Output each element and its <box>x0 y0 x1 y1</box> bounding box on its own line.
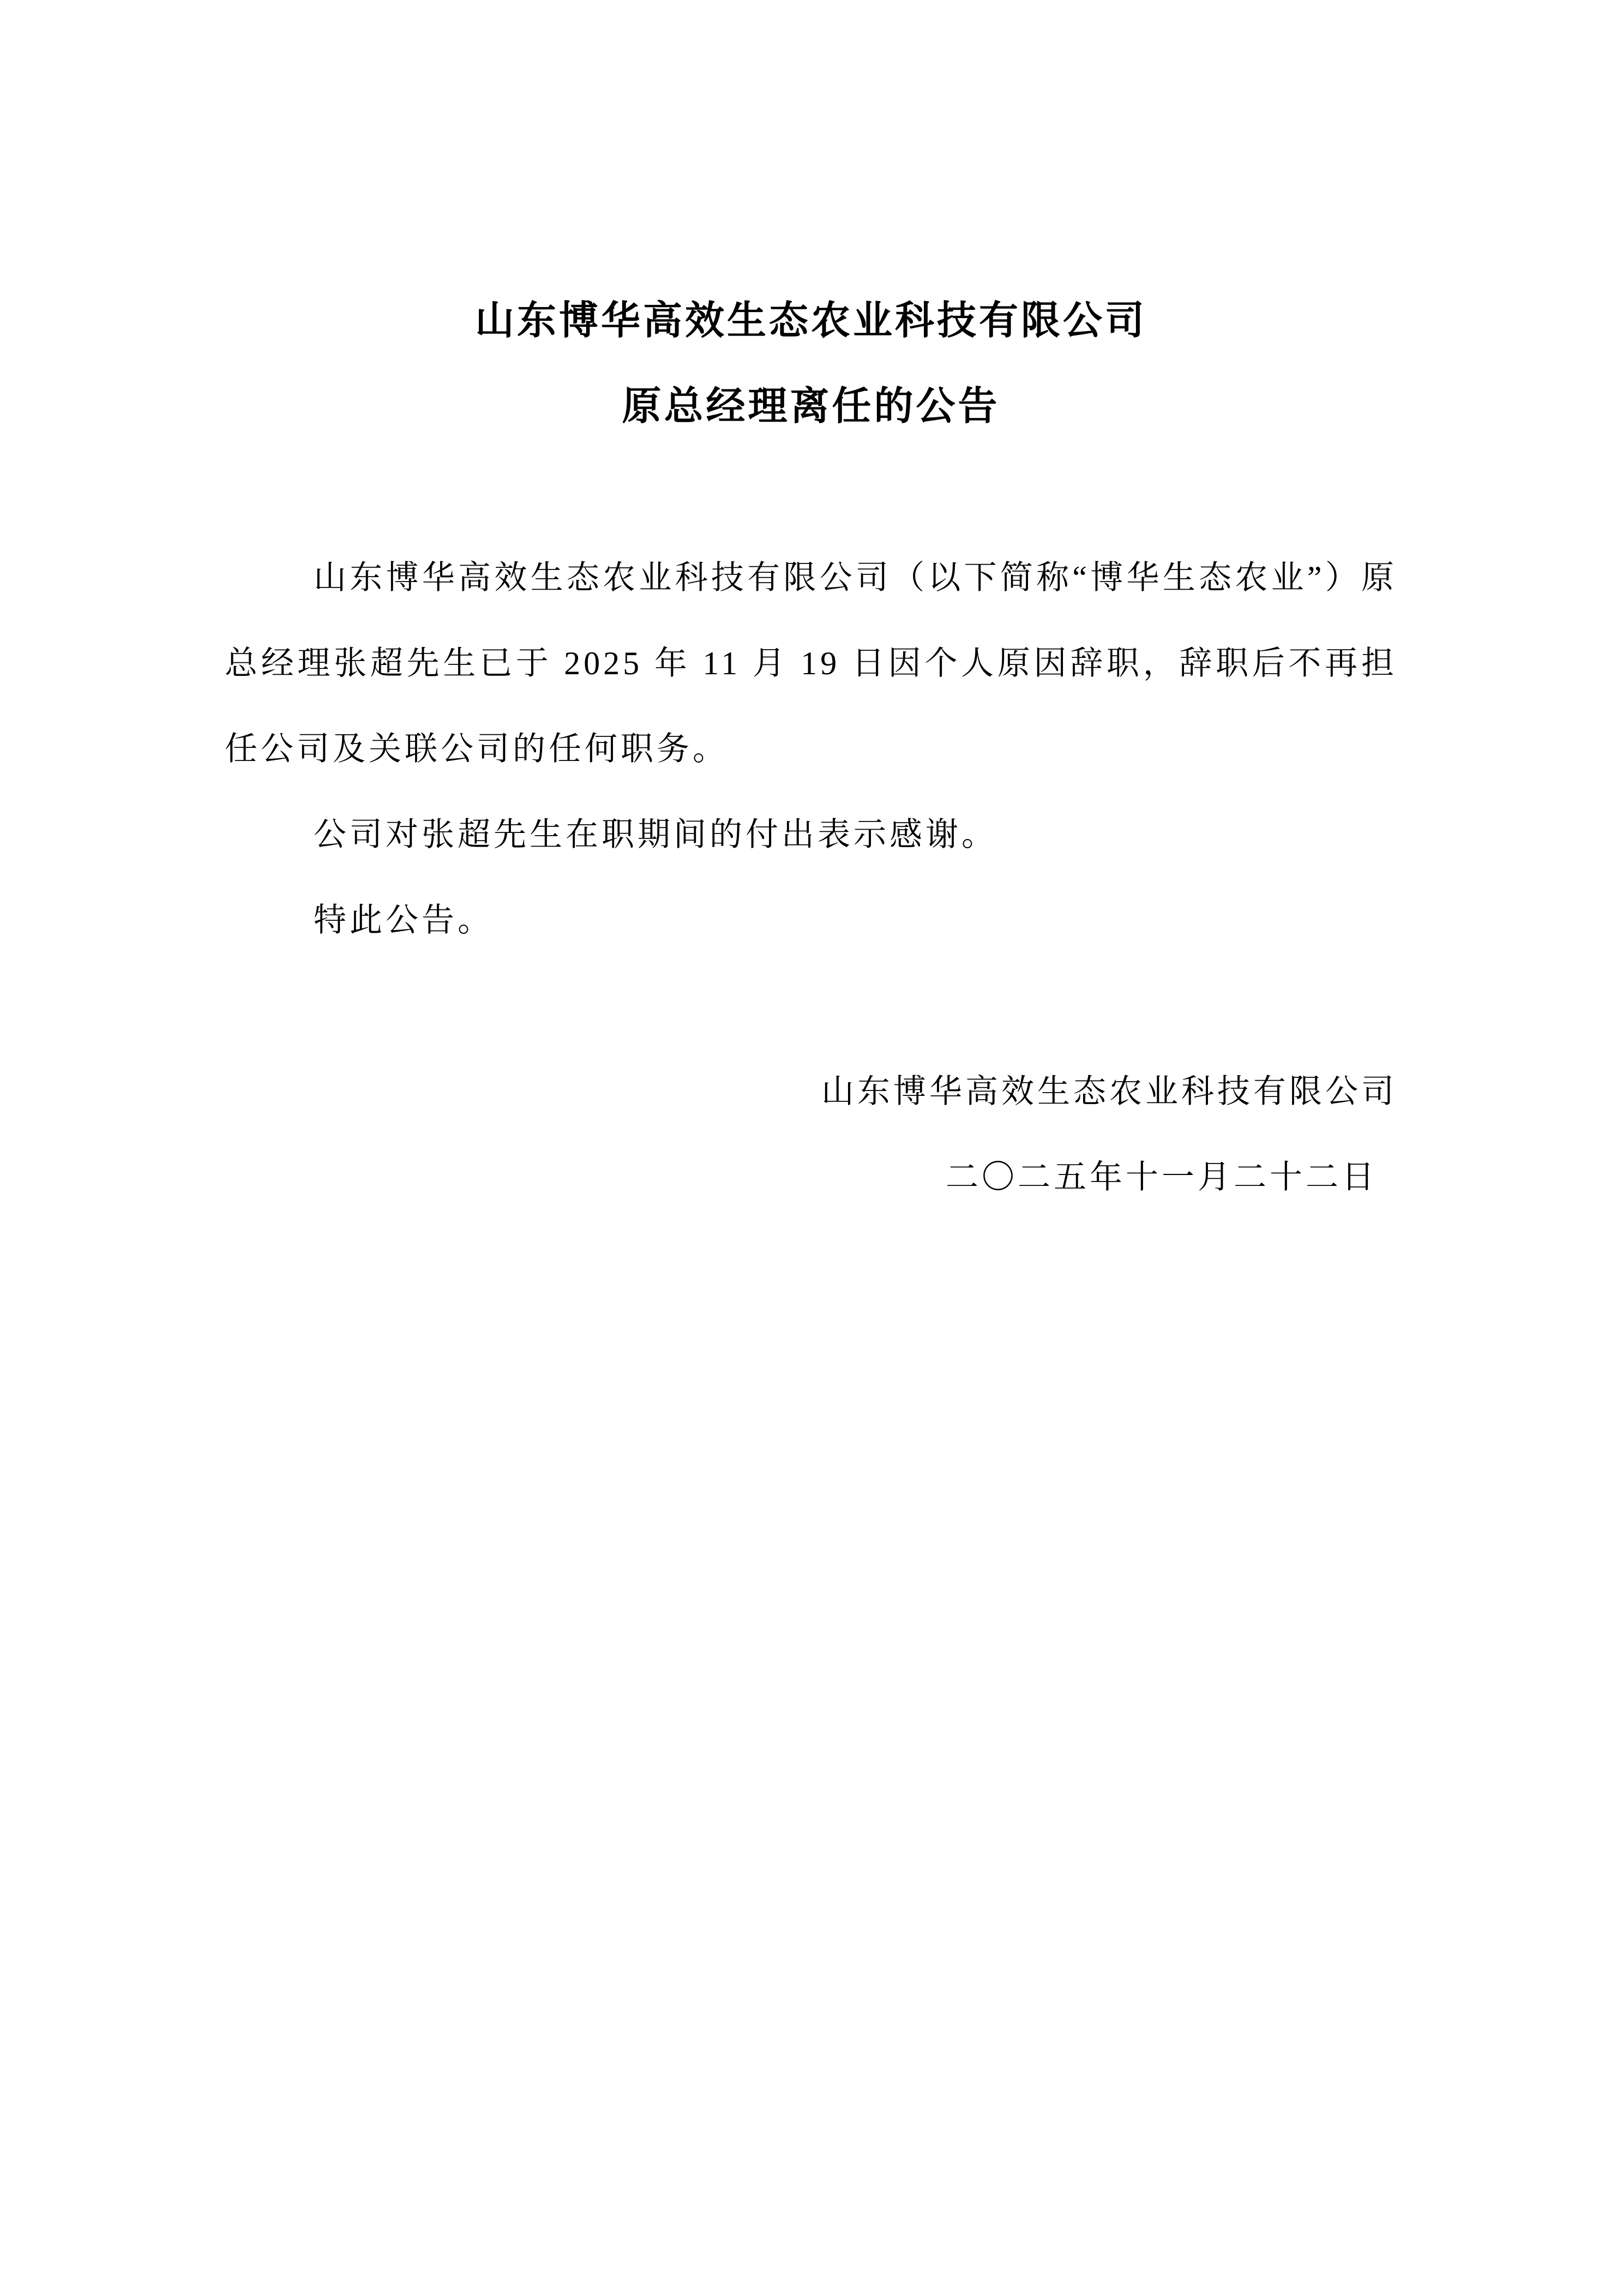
paragraph-resignation-statement: 山东博华高效生态农业科技有限公司（以下简称“博华生态农业”）原总经理张超先生已于 2025 年 11 月 19 日因个人原因辞职，辞职后不再担任公司及关联公司的任何职务。 <box>225 560 1397 767</box>
document-title-company-line: 山东博华高效生态农业科技有限公司 <box>474 299 1147 343</box>
document-title-subject-line: 原总经理离任的公告 <box>622 385 1000 428</box>
paragraph-gratitude: 公司对张超先生在职期间的付出表示感谢。 <box>314 817 997 853</box>
signature-company-name: 山东博华高效生态农业科技有限公司 <box>821 1074 1397 1110</box>
signature-date: 二〇二五年十一月二十二日 <box>946 1159 1378 1195</box>
paragraph-hereby-announced: 特此公告。 <box>314 902 494 938</box>
